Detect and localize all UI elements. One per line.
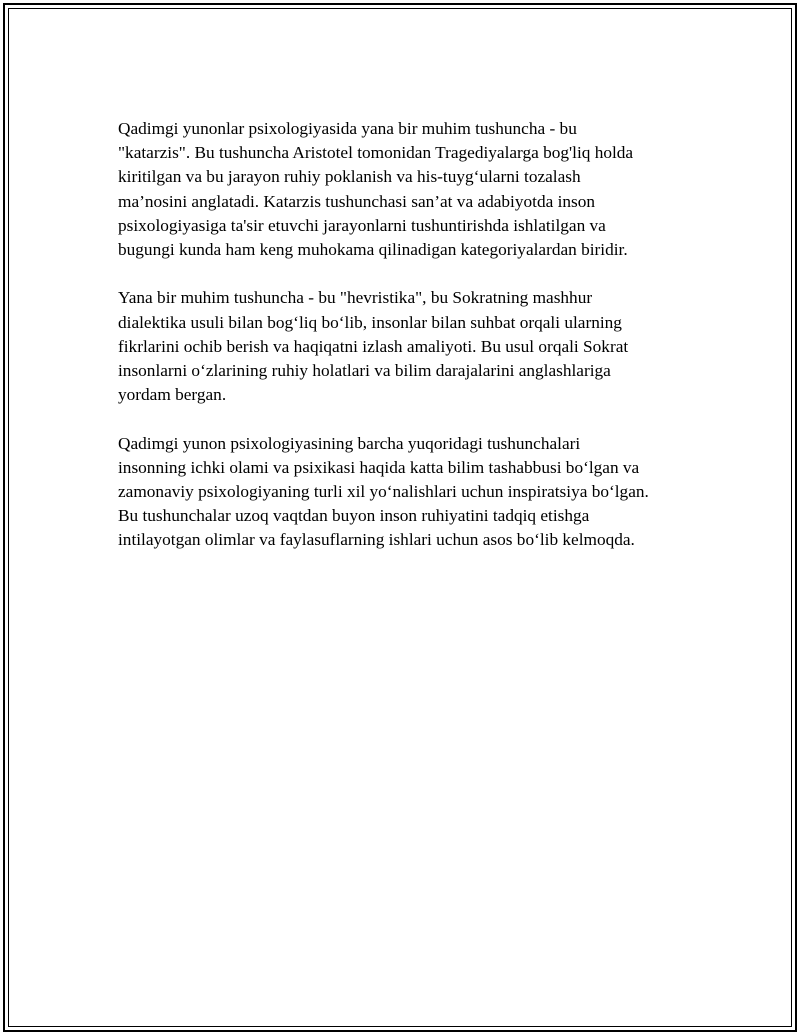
paragraph-katarzis	[118, 117, 708, 262]
text-line: "katarzis". Bu tushuncha Aristotel tomonidan Tragediyalarga bog'liq holda	[118, 143, 634, 163]
text-line: fikrlarini ochib berish va haqiqatni izlash amaliyoti. Bu usul orqali Sokrat	[118, 336, 629, 356]
text-line: Yana bir muhim tushuncha - bu "hevristika", bu Sokratning mashhur	[118, 288, 593, 308]
text-line: dialektika usuli bilan bog‘liq bo‘lib, insonlar bilan suhbat orqali ularning	[118, 312, 622, 332]
paragraph-conclusion	[118, 432, 708, 553]
text-line: intilayotgan olimlar va faylasuflarning ishlari uchun asos bo‘lib kelmoqda.	[118, 530, 635, 550]
text-line: Qadimgi yunonlar psixologiyasida yana bir muhim tushuncha - bu	[118, 119, 577, 138]
text-line: Bu tushunchalar uzoq vaqtdan buyon inson ruhiyatini tadqiq etishga	[118, 506, 590, 526]
text-line: kiritilgan va bu jarayon ruhiy poklanish va his-tuyg‘ularni tozalash	[118, 167, 581, 187]
text-line: insonlarni o‘zlarining ruhiy holatlari va bilim darajalarini anglashlariga	[118, 361, 611, 381]
paragraph-hevristika	[118, 286, 708, 407]
text-line: insonning ichki olami va psixikasi haqida katta bilim tashabbusi bo‘lgan va	[118, 457, 640, 477]
text-line: Qadimgi yunon psixologiyasining barcha yuqoridagi tushunchalari	[118, 433, 581, 453]
text-line: psixologiyasiga ta'sir etuvchi jarayonlarni tushuntirishda ishlatilgan va	[118, 215, 606, 235]
text-line: bugungi kunda ham keng muhokama qilinadigan kategoriyalardan biridir.	[118, 240, 628, 260]
document-body	[118, 117, 708, 577]
text-line: zamonaviy psixologiyaning turli xil yo‘nalishlari uchun inspiratsiya bo‘lgan.	[118, 482, 649, 502]
text-line: ma’nosini anglatadi. Katarzis tushunchasi san’at va adabiyotda inson	[118, 191, 596, 211]
text-line: yordam bergan.	[118, 385, 227, 405]
